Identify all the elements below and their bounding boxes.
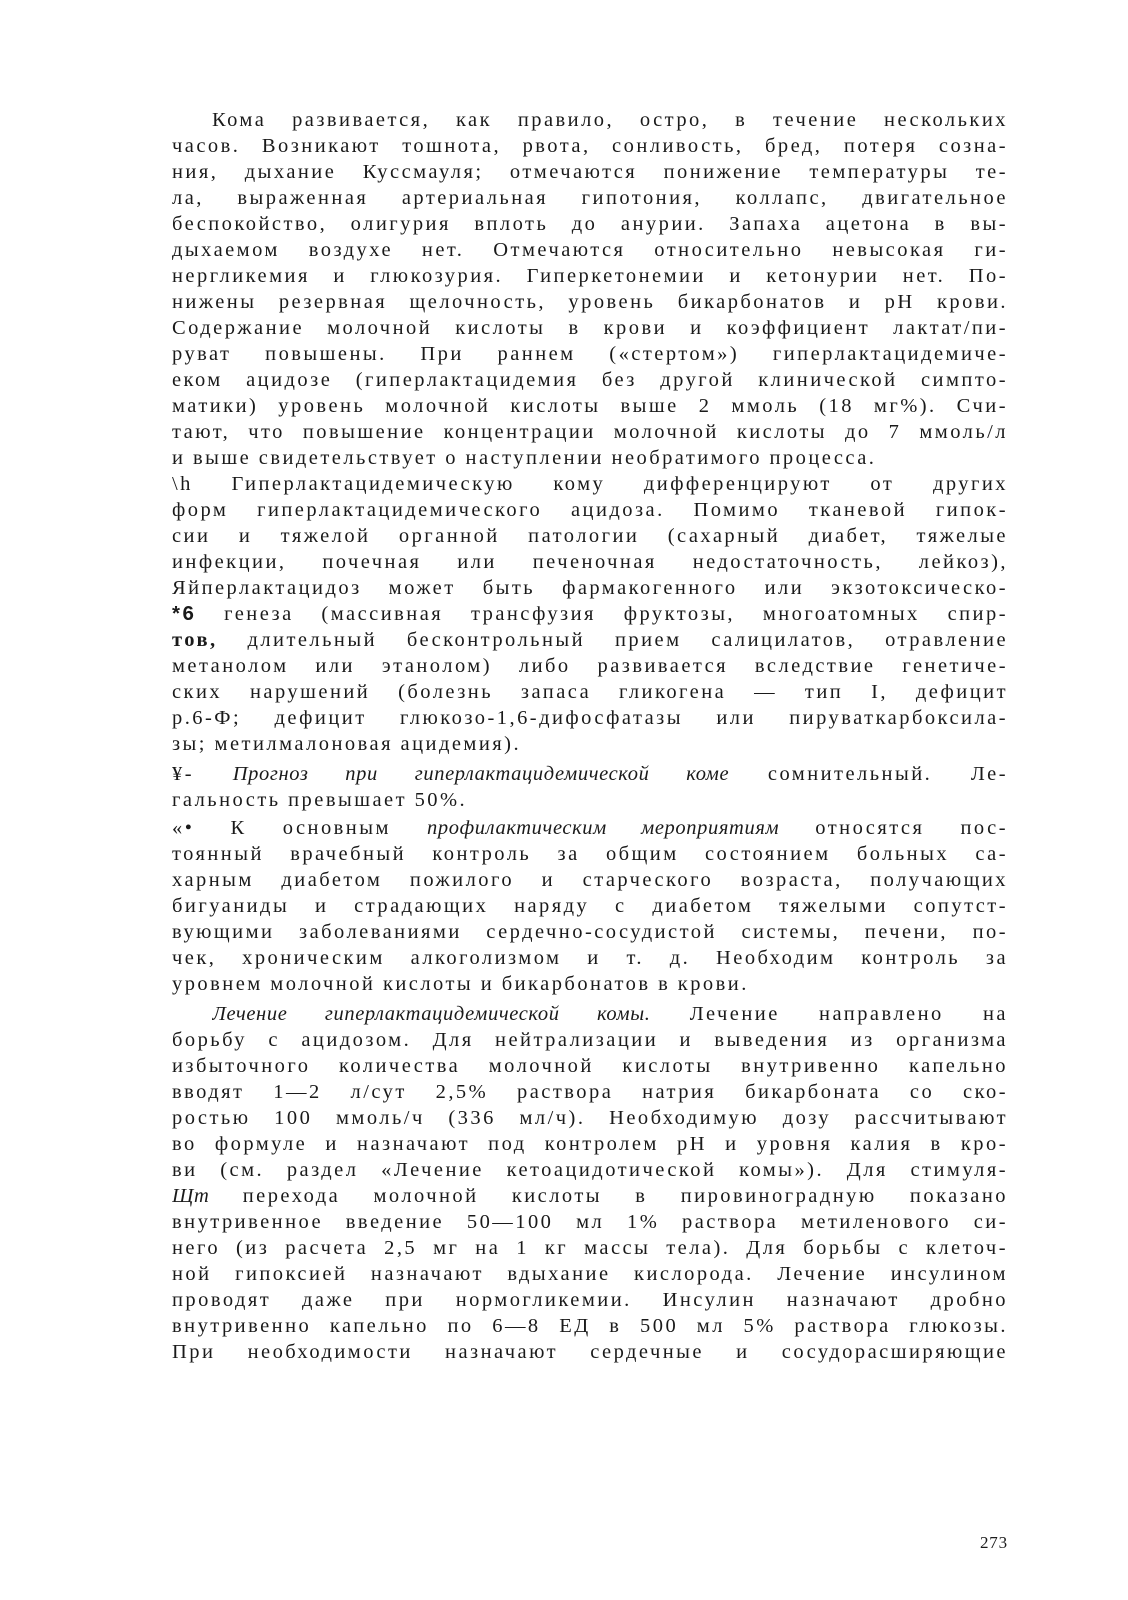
text-line: метанолом или этанолом) либо развивается вследствие генетиче- xyxy=(172,655,1008,677)
text-line: Кома развивается, как правило, остро, в течение нескольких xyxy=(212,109,1008,131)
text-line: тают, что повышение концентрации молочной кислоты до 7 ммоль/л xyxy=(172,421,1008,443)
text-line: беспокойство, олигурия вплоть до анурии. Запаха ацетона в вы- xyxy=(172,213,1008,235)
text-line: ¥- Прогноз при гиперлактацидемической коме сомнительный. Ле- xyxy=(172,763,1008,785)
text-line: борьбу с ацидозом. Для нейтрализации и выведения из организма xyxy=(172,1029,1008,1051)
text-line: ной гипоксией назначают вдыхание кислорода. Лечение инсулином xyxy=(172,1263,1008,1285)
text-line: р.6-Ф; дефицит глюкозо-1,6-дифосфатазы или пируваткарбоксила- xyxy=(172,707,1008,729)
text-line: Щт перехода молочной кислоты в пировиноградную показано xyxy=(172,1185,1008,1207)
text-line: вводят 1—2 л/сут 2,5% раствора натрия бикарбоната со ско- xyxy=(172,1081,1008,1103)
text-line: проводят даже при нормогликемии. Инсулин назначают дробно xyxy=(172,1289,1008,1311)
page-number: 273 xyxy=(979,1533,1008,1552)
text-line: зы; метилмалоновая ацидемия). xyxy=(172,733,522,755)
text-line: него (из расчета 2,5 мг на 1 кг массы тела). Для борьбы с клеточ- xyxy=(172,1237,1008,1259)
text-line: «• К основным профилактическим мероприятиям относятся пос- xyxy=(172,817,1008,839)
text-line: Яйперлактацидоз может быть фармакогенного или экзотоксическо- xyxy=(172,577,1008,599)
text-line: *6 генеза (массивная трансфузия фруктозы, многоатомных спир- xyxy=(172,602,1008,625)
text-line: ния, дыхание Куссмауля; отмечаются понижение температуры те- xyxy=(172,161,1008,183)
text-line: избыточного количества молочной кислоты внутривенно капельно xyxy=(172,1055,1008,1077)
text-line: Лечение гиперлактацидемической комы. Лечение направлено на xyxy=(212,1003,1008,1025)
text-line: ских нарушений (болезнь запаса гликогена — тип I, дефицит xyxy=(172,681,1008,703)
text-line: уровнем молочной кислоты и бикарбонатов в крови. xyxy=(172,973,749,995)
text-line: тов, длительный бесконтрольный прием салицилатов, отравление xyxy=(172,629,1008,651)
text-line: нергликемия и глюкозурия. Гиперкетонемии и кетонурии нет. По- xyxy=(172,265,1008,287)
text-line: бигуаниды и страдающих наряду с диабетом тяжелыми сопутст- xyxy=(172,895,1008,917)
text-line: ви (см. раздел «Лечение кетоацидотической комы»). Для стимуля- xyxy=(172,1159,1008,1181)
text-line: еком ацидозе (гиперлактацидемия без другой клинической симпто- xyxy=(172,369,1008,391)
text-line: дыхаемом воздухе нет. Отмечаются относительно невысокая ги- xyxy=(172,239,1008,261)
text-line: матики) уровень молочной кислоты выше 2 ммоль (18 мг%). Счи- xyxy=(172,395,1008,417)
text-line: внутривенно капельно по 6—8 ЕД в 500 мл 5% раствора глюкозы. xyxy=(172,1315,1008,1337)
text-line: чек, хроническим алкоголизмом и т. д. Необходим контроль за xyxy=(172,947,1008,969)
text-line: и выше свидетельствует о наступлении необратимого процесса. xyxy=(172,447,877,469)
text-line: инфекции, почечная или печеночная недостаточность, лейкоз), xyxy=(172,551,1008,573)
text-line: ростью 100 ммоль/ч (336 мл/ч). Необходимую дозу рассчитывают xyxy=(172,1107,1008,1129)
text-line: часов. Возникают тошнота, рвота, сонливость, бред, потеря созна- xyxy=(172,135,1008,157)
text-line: При необходимости назначают сердечные и сосудорасширяющие xyxy=(172,1341,1008,1363)
text-line: \h Гиперлактацидемическую кому дифференцируют от других xyxy=(172,473,1008,495)
text-line: ла, выраженная артериальная гипотония, коллапс, двигательное xyxy=(172,187,1008,209)
text-line: харным диабетом пожилого и старческого возраста, получающих xyxy=(172,869,1008,891)
text-line: внутривенное введение 50—100 мл 1% раствора метиленового си- xyxy=(172,1211,1008,1233)
text-line: тоянный врачебный контроль за общим состоянием больных са- xyxy=(172,843,1008,865)
text-line: форм гиперлактацидемического ацидоза. Помимо тканевой гипок- xyxy=(172,499,1008,521)
text-line: сии и тяжелой органной патологии (сахарный диабет, тяжелые xyxy=(172,525,1008,547)
text-line: руват повышены. При раннем («стертом») гиперлактацидемиче- xyxy=(172,343,1008,365)
text-line: во формуле и назначают под контролем рН и уровня калия в кро- xyxy=(172,1133,1008,1155)
text-line: Содержание молочной кислоты в крови и коэффициент лактат/пи- xyxy=(172,317,1008,339)
text-line: нижены резервная щелочность, уровень бикарбонатов и рН крови. xyxy=(172,291,1008,313)
text-line: гальность превышает 50%. xyxy=(172,789,468,811)
text-line: вующими заболеваниями сердечно-сосудистой системы, печени, по- xyxy=(172,921,1008,943)
